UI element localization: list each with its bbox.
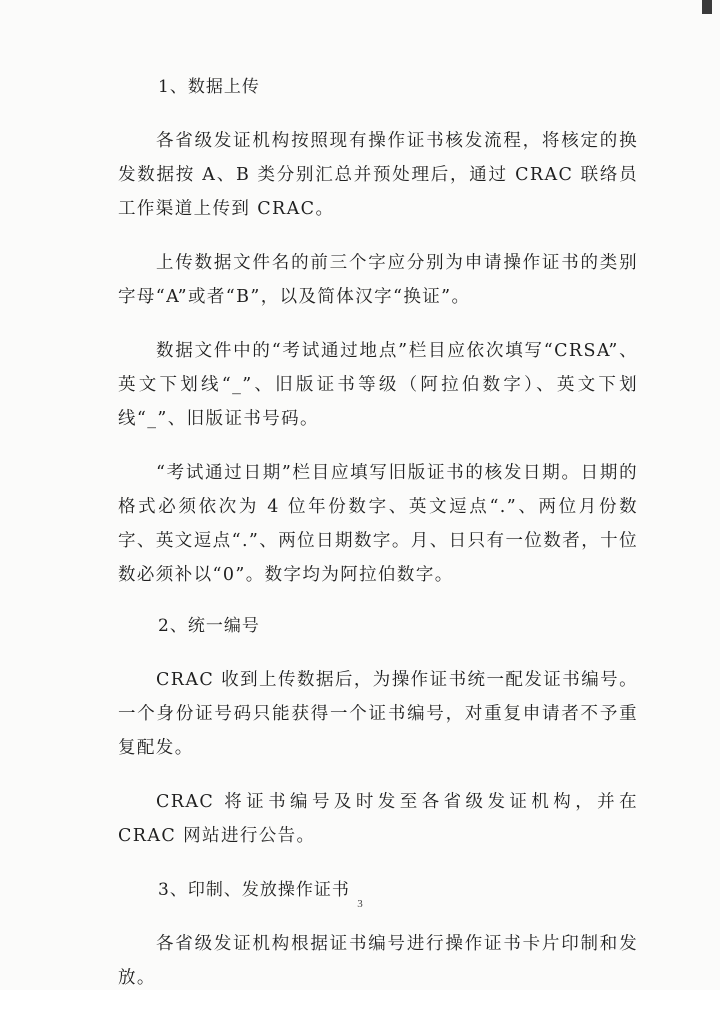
section-heading-1: 1、数据上传	[158, 77, 260, 97]
paragraph: 各省级发证机构根据证书编号进行操作证书卡片印制和发放。	[118, 934, 638, 988]
paragraph: 数据文件中的“考试通过地点”栏目应依次填写“CRSA”、英文下划线“_”、旧版证书等级（阿拉伯数字）、英文下划线“_”、旧版证书号码。	[118, 341, 638, 429]
document-body	[118, 70, 638, 1015]
paragraph: 各省级发证机构按照现有操作证书核发流程，将核定的换发数据按 A、B 类分别汇总并预处理后，通过 CRAC 联络员工作渠道上传到 CRAC。	[118, 131, 638, 219]
paragraph: 上传数据文件名的前三个字应分别为申请操作证书的类别字母“A”或者“B”，以及简体汉字“换证”。	[118, 253, 638, 307]
paragraph: CRAC 收到上传数据后，为操作证书统一配发证书编号。一个身份证号码只能获得一个证书编号，对重复申请者不予重复配发。	[118, 670, 638, 758]
page-number: 3	[357, 898, 363, 910]
scan-corner-mark	[702, 0, 712, 14]
paragraph: CRAC 将证书编号及时发至各省级发证机构，并在 CRAC 网站进行公告。	[118, 792, 638, 846]
section-heading-3: 3、印制、发放操作证书	[158, 880, 350, 900]
paragraph: “考试通过日期”栏目应填写旧版证书的核发日期。日期的格式必须依次为 4 位年份数字、英文逗点“.”、两位月份数字、英文逗点“.”、两位日期数字。月、日只有一位数者，十位数必须补以“0”。数字均为阿拉伯数字。	[118, 463, 638, 585]
section-heading-2: 2、统一编号	[158, 616, 260, 636]
